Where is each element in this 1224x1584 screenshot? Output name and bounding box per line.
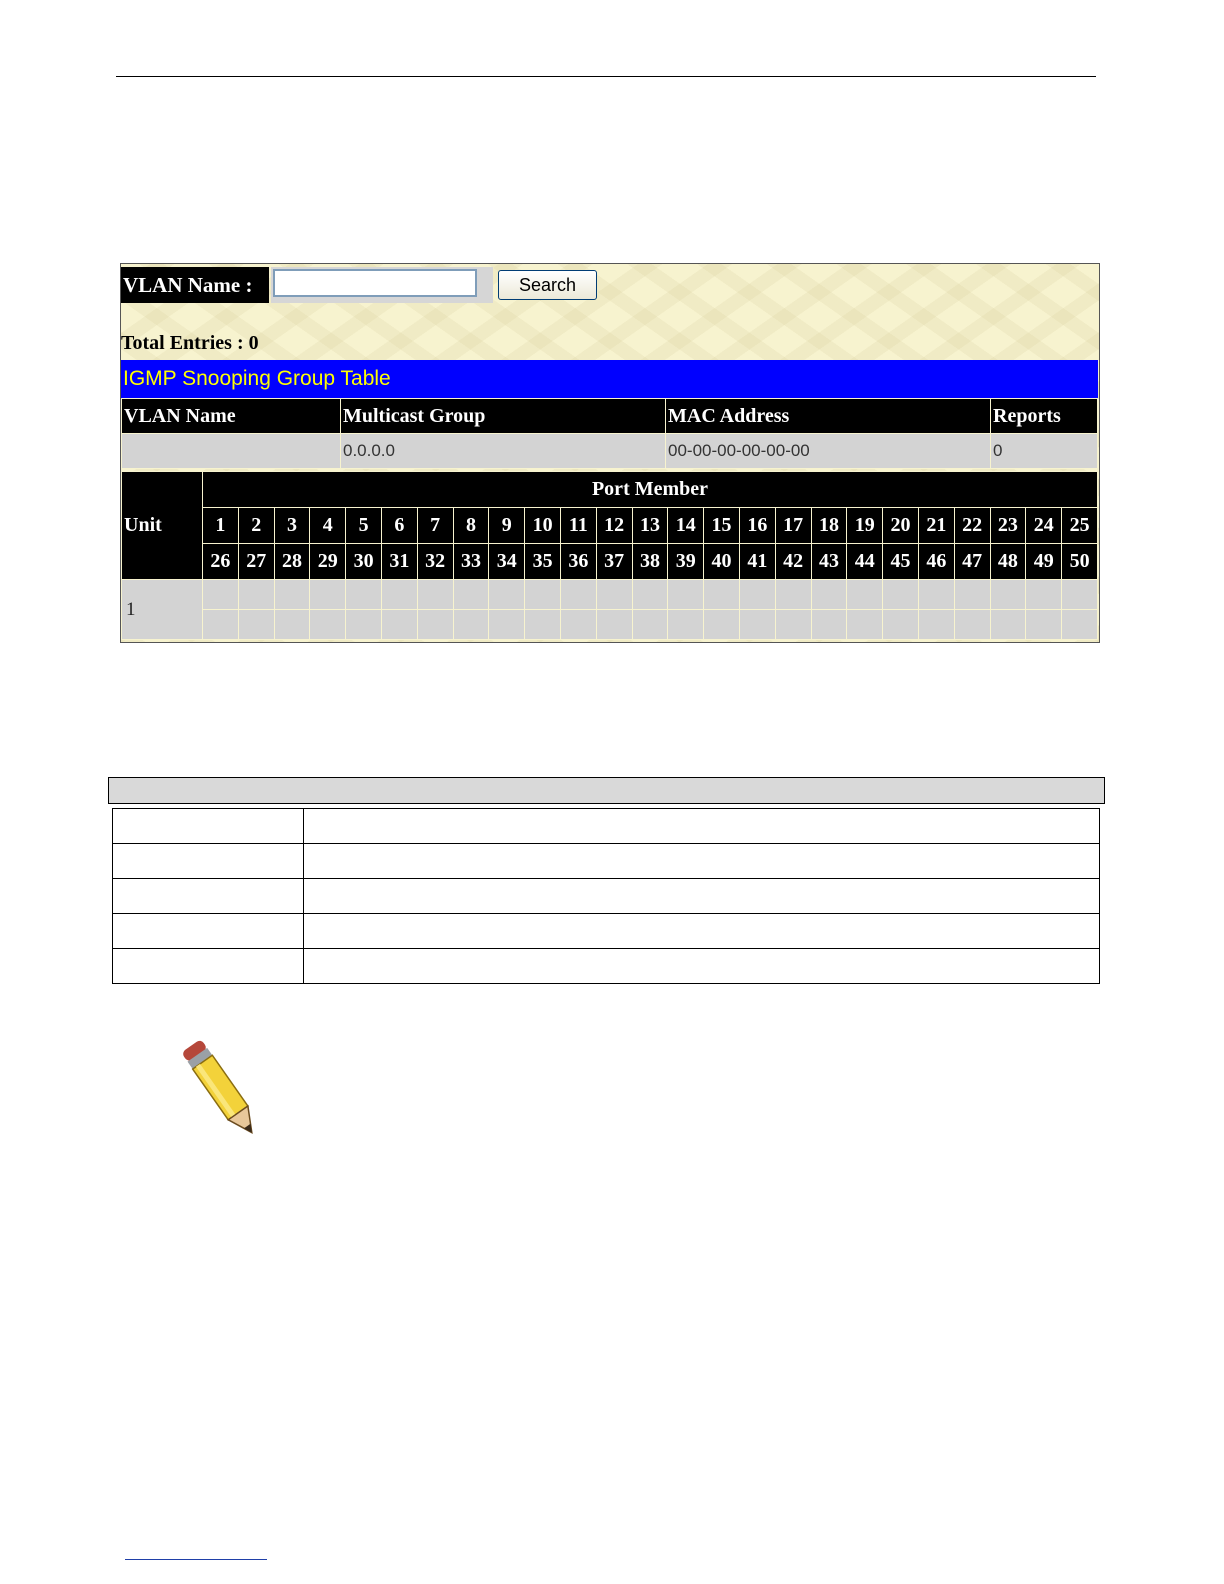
description-cell bbox=[304, 844, 1100, 879]
port-member-cell bbox=[310, 610, 346, 640]
port-number-header-5: 6 bbox=[381, 508, 417, 544]
port-member-cell bbox=[1026, 610, 1062, 640]
column-header-reports: Reports bbox=[991, 399, 1098, 434]
description-cell bbox=[113, 809, 304, 844]
unit-value: 1 bbox=[122, 580, 203, 640]
port-number-header-5: 31 bbox=[381, 544, 417, 580]
port-member-cell bbox=[453, 580, 489, 610]
port-number-header-3: 29 bbox=[310, 544, 346, 580]
cell-multicast-group: 0.0.0.0 bbox=[341, 434, 666, 469]
port-member-cell bbox=[739, 610, 775, 640]
table-row bbox=[113, 879, 1100, 914]
port-number-header-7: 8 bbox=[453, 508, 489, 544]
group-table-header-row bbox=[122, 399, 1098, 434]
port-member-cell bbox=[668, 580, 704, 610]
port-member-cell bbox=[1062, 580, 1098, 610]
cell-mac-address: 00-00-00-00-00-00 bbox=[666, 434, 991, 469]
port-number-header-22: 48 bbox=[990, 544, 1026, 580]
port-number-header-8: 34 bbox=[489, 544, 525, 580]
port-member-cell bbox=[811, 580, 847, 610]
igmp-snooping-panel bbox=[120, 263, 1100, 643]
description-cell bbox=[304, 809, 1100, 844]
port-member-header: Port Member bbox=[203, 472, 1098, 508]
port-member-cell bbox=[310, 580, 346, 610]
port-member-cell bbox=[417, 580, 453, 610]
port-member-cell bbox=[883, 610, 919, 640]
port-member-cell bbox=[632, 580, 668, 610]
port-number-header-10: 11 bbox=[560, 508, 596, 544]
description-table bbox=[112, 808, 1100, 984]
port-number-header-14: 40 bbox=[704, 544, 740, 580]
port-number-header-18: 44 bbox=[847, 544, 883, 580]
port-number-header-12: 13 bbox=[632, 508, 668, 544]
port-member-cell bbox=[381, 580, 417, 610]
port-number-header-24: 25 bbox=[1062, 508, 1098, 544]
port-member-cell bbox=[596, 580, 632, 610]
port-member-cell bbox=[453, 610, 489, 640]
table-row bbox=[122, 610, 1098, 640]
port-number-header-8: 9 bbox=[489, 508, 525, 544]
port-member-cell bbox=[238, 610, 274, 640]
port-number-header-1: 2 bbox=[238, 508, 274, 544]
port-number-header-0: 26 bbox=[203, 544, 239, 580]
description-cell bbox=[113, 914, 304, 949]
port-number-header-9: 35 bbox=[525, 544, 561, 580]
port-number-header-20: 46 bbox=[918, 544, 954, 580]
port-number-header-0: 1 bbox=[203, 508, 239, 544]
port-member-cell bbox=[918, 580, 954, 610]
port-member-cell bbox=[489, 580, 525, 610]
table-row bbox=[113, 914, 1100, 949]
port-number-header-21: 22 bbox=[954, 508, 990, 544]
description-cell bbox=[113, 879, 304, 914]
unit-header: Unit bbox=[122, 472, 203, 580]
search-row bbox=[121, 267, 1099, 303]
port-number-header-10: 36 bbox=[560, 544, 596, 580]
column-header-vlan-name: VLAN Name bbox=[122, 399, 341, 434]
group-table bbox=[121, 398, 1098, 469]
column-header-mac-address: MAC Address bbox=[666, 399, 991, 434]
port-member-cell bbox=[883, 580, 919, 610]
description-cell bbox=[304, 879, 1100, 914]
port-number-header-9: 10 bbox=[525, 508, 561, 544]
port-number-header-6: 7 bbox=[417, 508, 453, 544]
vlan-name-label: VLAN Name : bbox=[121, 267, 269, 303]
port-member-cell bbox=[739, 580, 775, 610]
port-member-cell bbox=[560, 610, 596, 640]
port-member-cell bbox=[704, 610, 740, 640]
ports-row-1 bbox=[122, 508, 1098, 544]
port-number-header-19: 20 bbox=[883, 508, 919, 544]
description-cell bbox=[113, 949, 304, 984]
port-member-cell bbox=[596, 610, 632, 640]
port-number-header-3: 4 bbox=[310, 508, 346, 544]
port-member-cell bbox=[381, 610, 417, 640]
vlan-name-input-wrap bbox=[271, 267, 493, 303]
port-number-header-11: 12 bbox=[596, 508, 632, 544]
port-number-header-4: 5 bbox=[346, 508, 382, 544]
port-member-cell bbox=[954, 610, 990, 640]
port-number-header-23: 49 bbox=[1026, 544, 1062, 580]
port-member-cell bbox=[525, 580, 561, 610]
port-member-cell bbox=[203, 580, 239, 610]
port-member-cell bbox=[489, 610, 525, 640]
top-rule bbox=[116, 76, 1096, 77]
port-member-cell bbox=[525, 610, 561, 640]
port-number-header-24: 50 bbox=[1062, 544, 1098, 580]
table-row bbox=[122, 580, 1098, 610]
port-number-header-6: 32 bbox=[417, 544, 453, 580]
description-table-header bbox=[108, 777, 1105, 804]
port-number-header-13: 14 bbox=[668, 508, 704, 544]
port-number-header-21: 47 bbox=[954, 544, 990, 580]
port-number-header-17: 43 bbox=[811, 544, 847, 580]
pencil-note-icon bbox=[172, 1032, 272, 1148]
port-member-cell bbox=[1026, 580, 1062, 610]
port-member-header-row bbox=[122, 472, 1098, 508]
table-row bbox=[113, 809, 1100, 844]
port-number-header-11: 37 bbox=[596, 544, 632, 580]
port-member-cell bbox=[274, 610, 310, 640]
port-member-cell bbox=[811, 610, 847, 640]
port-number-header-20: 21 bbox=[918, 508, 954, 544]
port-number-header-15: 41 bbox=[739, 544, 775, 580]
port-number-header-2: 3 bbox=[274, 508, 310, 544]
port-number-header-23: 24 bbox=[1026, 508, 1062, 544]
port-member-cell bbox=[704, 580, 740, 610]
port-number-header-15: 16 bbox=[739, 508, 775, 544]
port-member-cell bbox=[954, 580, 990, 610]
ports-row-2 bbox=[122, 544, 1098, 580]
footer-rule bbox=[125, 1559, 267, 1560]
port-number-header-22: 23 bbox=[990, 508, 1026, 544]
port-member-cell bbox=[346, 610, 382, 640]
port-member-cell bbox=[847, 610, 883, 640]
port-number-header-18: 19 bbox=[847, 508, 883, 544]
port-number-header-7: 33 bbox=[453, 544, 489, 580]
port-member-cell bbox=[918, 610, 954, 640]
port-member-cell bbox=[417, 610, 453, 640]
port-member-cell bbox=[990, 580, 1026, 610]
port-member-cell bbox=[990, 610, 1026, 640]
port-number-header-12: 38 bbox=[632, 544, 668, 580]
port-member-cell bbox=[775, 580, 811, 610]
description-cell bbox=[113, 844, 304, 879]
port-member-cell bbox=[560, 580, 596, 610]
table-row bbox=[113, 844, 1100, 879]
table-title: IGMP Snooping Group Table bbox=[121, 360, 1098, 398]
port-number-header-2: 28 bbox=[274, 544, 310, 580]
port-member-table bbox=[121, 471, 1098, 640]
port-number-header-16: 42 bbox=[775, 544, 811, 580]
description-cell bbox=[304, 914, 1100, 949]
port-member-cell bbox=[847, 580, 883, 610]
port-member-cell bbox=[775, 610, 811, 640]
port-number-header-1: 27 bbox=[238, 544, 274, 580]
search-button[interactable]: Search bbox=[498, 270, 597, 300]
port-member-cell bbox=[203, 610, 239, 640]
column-header-multicast-group: Multicast Group bbox=[341, 399, 666, 434]
description-cell bbox=[304, 949, 1100, 984]
table-row bbox=[113, 949, 1100, 984]
port-number-header-4: 30 bbox=[346, 544, 382, 580]
port-number-header-16: 17 bbox=[775, 508, 811, 544]
table-row bbox=[122, 434, 1098, 469]
vlan-name-input[interactable] bbox=[273, 269, 477, 297]
port-number-header-14: 15 bbox=[704, 508, 740, 544]
port-number-header-13: 39 bbox=[668, 544, 704, 580]
port-member-cell bbox=[238, 580, 274, 610]
port-member-cell bbox=[274, 580, 310, 610]
port-member-cell bbox=[1062, 610, 1098, 640]
port-member-cell bbox=[668, 610, 704, 640]
cell-reports: 0 bbox=[991, 434, 1098, 469]
cell-vlan-name bbox=[122, 434, 341, 469]
port-number-header-17: 18 bbox=[811, 508, 847, 544]
port-member-cell bbox=[632, 610, 668, 640]
total-entries: Total Entries : 0 bbox=[121, 332, 259, 354]
port-member-cell bbox=[346, 580, 382, 610]
port-number-header-19: 45 bbox=[883, 544, 919, 580]
